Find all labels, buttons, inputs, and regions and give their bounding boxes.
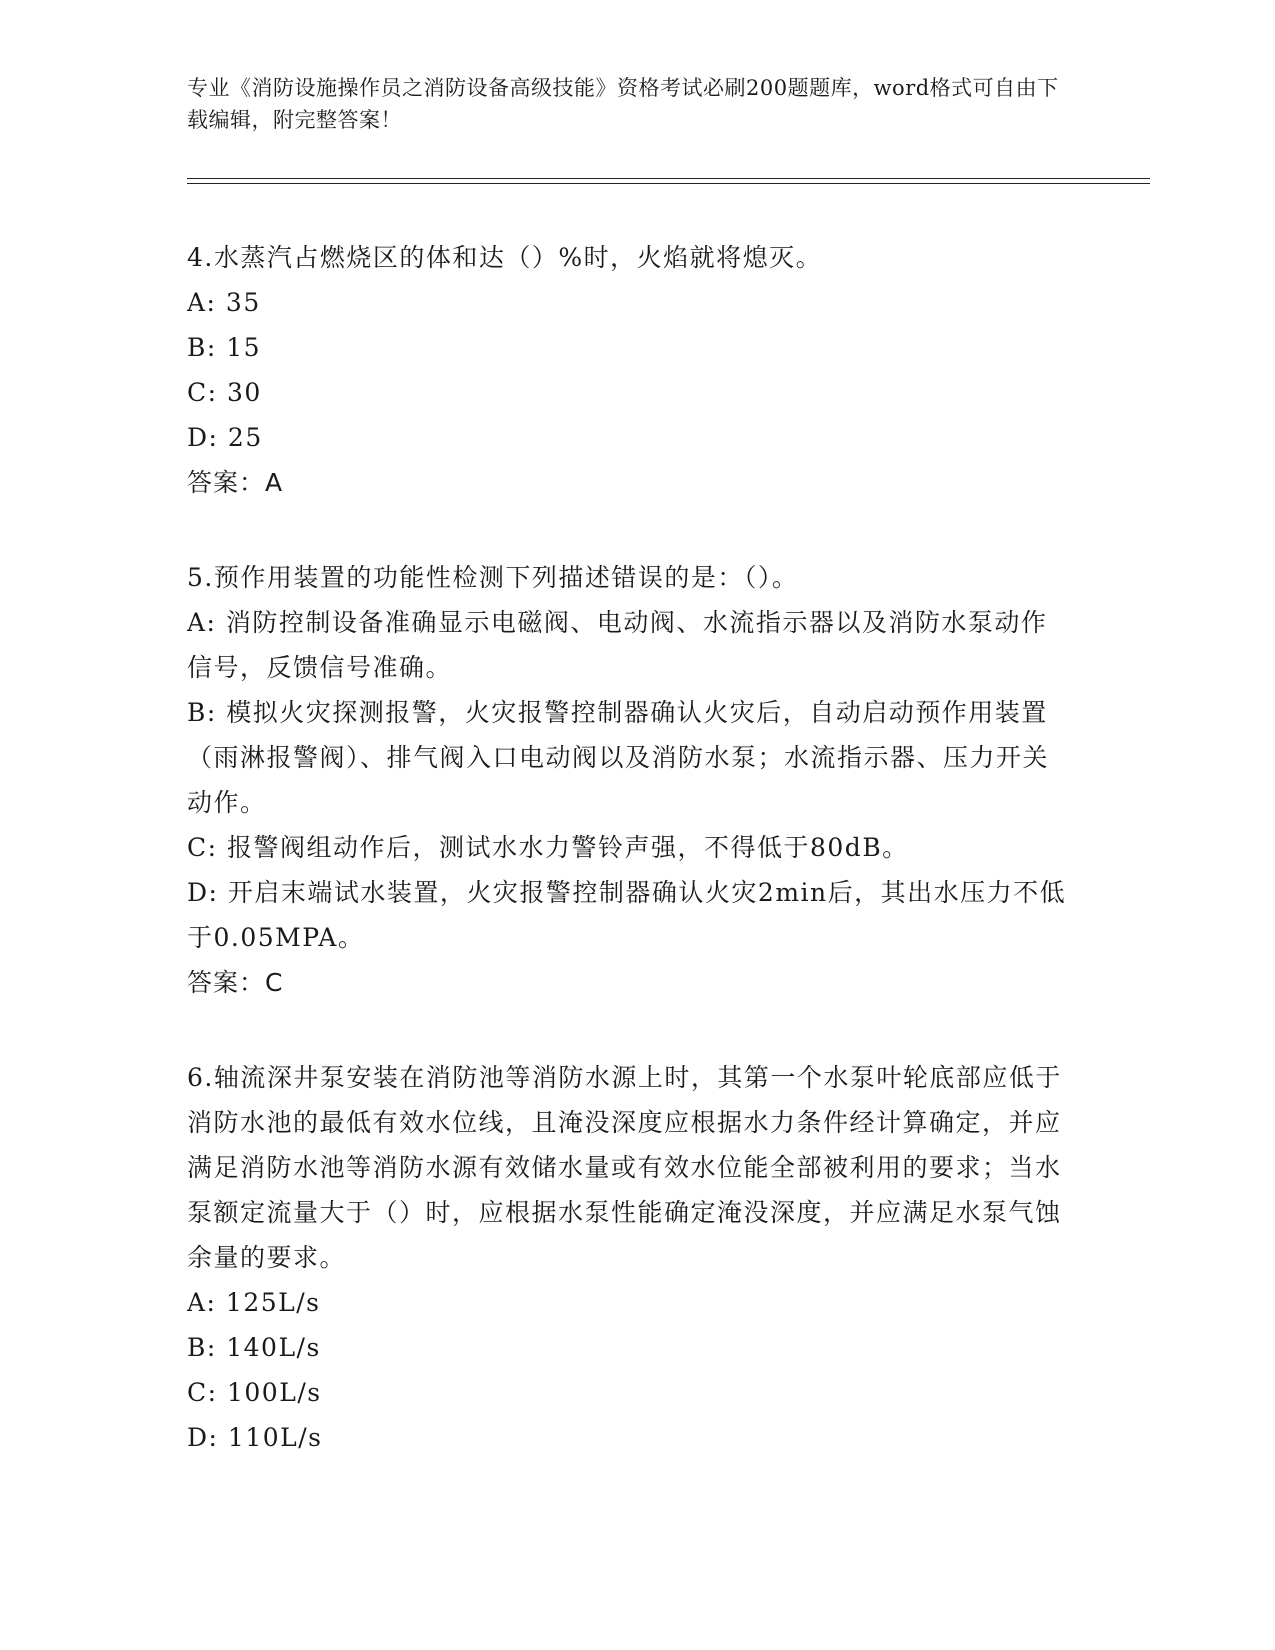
question-5 — [187, 555, 1067, 1005]
option-d: D: 110L/s — [187, 1423, 323, 1452]
question-6 — [187, 1055, 1067, 1460]
option-c: C: 100L/s — [187, 1378, 322, 1407]
option-b: B: 140L/s — [187, 1333, 321, 1362]
option-d: D: 开启末端试水装置，火灾报警控制器确认火灾2min后，其出水压力不低于0.05MPA。 — [187, 878, 1067, 952]
question-4 — [187, 235, 1067, 505]
option-a: A: 35 — [187, 288, 261, 317]
option-d: D: 25 — [187, 423, 263, 452]
answer-key: 答案：C — [187, 968, 284, 997]
question-stem: 4.水蒸汽占燃烧区的体和达（）%时，火焰就将熄灭。 — [187, 243, 823, 272]
answer-key: 答案：A — [187, 468, 284, 497]
option-b: B: 15 — [187, 333, 262, 362]
question-stem: 6.轴流深井泵安装在消防池等消防水源上时，其第一个水泵叶轮底部应低于消防水池的最低有效水位线，且淹没深度应根据水力条件经计算确定，并应满足消防水池等消防水源有效储水量或有效水位能全部被利用的要求；当水泵额定流量大于（）时，应根据水泵性能确定淹没深度，并应满足水泵气蚀余量的要求。 — [187, 1063, 1062, 1272]
header-divider-bottom — [187, 183, 1150, 184]
question-stem: 5.预作用装置的功能性检测下列描述错误的是：（）。 — [187, 563, 799, 592]
option-a: A: 消防控制设备准确显示电磁阀、电动阀、水流指示器以及消防水泵动作信号，反馈信号准确。 — [187, 608, 1048, 682]
header-divider-top — [187, 178, 1150, 179]
option-a: A: 125L/s — [187, 1288, 321, 1317]
option-b: B: 模拟火灾探测报警，火灾报警控制器确认火灾后，自动启动预作用装置（雨淋报警阀）、排气阀入口电动阀以及消防水泵；水流指示器、压力开关动作。 — [187, 698, 1050, 817]
option-c: C: 30 — [187, 378, 262, 407]
option-c: C: 报警阀组动作后，测试水水力警铃声强，不得低于80dB。 — [187, 833, 909, 862]
document-header — [187, 72, 1077, 136]
header-text: 专业《消防设施操作员之消防设备高级技能》资格考试必刷200题题库，word格式可自由下载编辑，附完整答案！ — [187, 76, 1059, 132]
